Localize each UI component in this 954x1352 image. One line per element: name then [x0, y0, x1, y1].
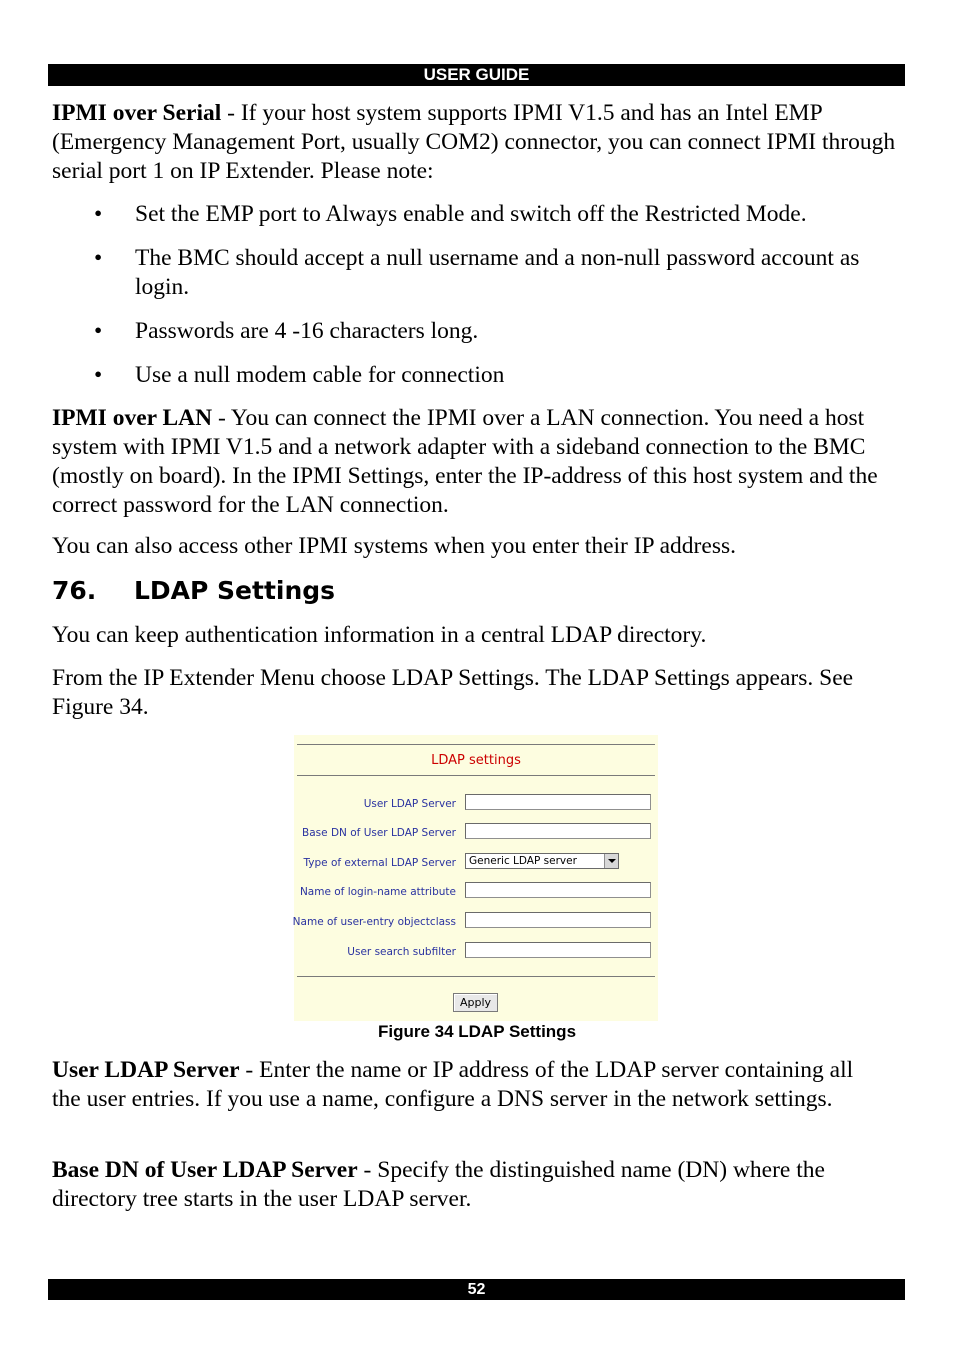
section-title: LDAP Settings	[134, 576, 336, 605]
ldap-intro-paragraph: You can keep authentication information in a central LDAP directory.	[52, 622, 707, 648]
figure-caption: Figure 34 LDAP Settings	[377, 1022, 577, 1041]
bullet-dot: •	[94, 201, 103, 227]
bullet-text: Passwords are 4 -16 characters long.	[135, 318, 479, 344]
base-dn-label: Base DN of User LDAP Server	[302, 827, 456, 839]
panel-title: LDAP settings	[431, 753, 521, 768]
ipmi-serial-text: - If your host system supports IPMI V1.5 and has an Intel EMP (Emergency Management Port, usually COM2) connector, you can connect IPMI through serial port 1 on IP Extender. Please note:	[52, 100, 896, 184]
login-name-attribute-row	[294, 882, 658, 902]
base-dn-row	[294, 823, 658, 843]
login-name-attribute-input[interactable]	[465, 882, 651, 898]
user-ldap-server-paragraph	[52, 1056, 887, 1114]
bullet-text: The BMC should accept a null username and a non-null password account as login.	[135, 245, 860, 300]
user-ldap-server-label: User LDAP Server	[363, 798, 456, 810]
panel-bottom-rule	[297, 976, 655, 977]
list-item	[52, 200, 902, 229]
panel-top-rule	[297, 744, 655, 745]
ipmi-lan-term: IPMI over LAN	[52, 405, 213, 431]
user-entry-objectclass-label: Name of user-entry objectclass	[292, 916, 456, 928]
ldap-type-select[interactable]	[465, 853, 619, 869]
section-number: 76.	[52, 576, 97, 605]
ipmi-serial-term: IPMI over Serial	[52, 100, 222, 126]
user-ldap-server-text: - Enter the name or IP address of the LDAP server containing all the user entries. If you use a name, configure a DNS server in the network settings.	[52, 1057, 854, 1112]
bullet-dot: •	[94, 362, 103, 388]
ipmi-serial-paragraph	[52, 99, 902, 186]
ipmi-lan-paragraph	[52, 404, 892, 520]
user-entry-objectclass-row	[294, 912, 658, 932]
base-dn-paragraph	[52, 1156, 887, 1214]
other-ipmi-paragraph: You can also access other IPMI systems when you enter their IP address.	[52, 533, 736, 559]
user-entry-objectclass-input[interactable]	[465, 912, 651, 928]
list-item	[52, 317, 902, 346]
bullet-dot: •	[94, 318, 103, 344]
bullet-text: Use a null modem cable for connection	[135, 362, 505, 388]
section-heading	[52, 574, 335, 608]
apply-button[interactable]: Apply	[453, 993, 498, 1012]
ldap-type-row	[294, 853, 658, 873]
panel-title-rule	[297, 775, 655, 776]
ldap-settings-panel	[294, 735, 658, 1021]
bullet-dot: •	[94, 245, 103, 271]
ldap-type-selected-value: Generic LDAP server	[469, 855, 577, 867]
user-search-subfilter-input[interactable]	[465, 942, 651, 958]
user-ldap-server-row	[294, 794, 658, 814]
list-item	[52, 244, 902, 302]
ldap-type-label: Type of external LDAP Server	[303, 857, 456, 869]
base-dn-term: Base DN of User LDAP Server	[52, 1157, 358, 1183]
chevron-down-icon[interactable]	[604, 854, 618, 868]
base-dn-input[interactable]	[465, 823, 651, 839]
login-name-attribute-label: Name of login-name attribute	[299, 886, 456, 898]
footer-bar	[48, 1279, 905, 1300]
header-title: USER GUIDE	[423, 65, 530, 84]
user-search-subfilter-label: User search subfilter	[347, 946, 456, 958]
user-ldap-server-input[interactable]	[465, 794, 651, 810]
header-bar	[48, 64, 905, 86]
list-item	[52, 361, 902, 390]
base-dn-text: - Specify the distinguished name (DN) where the directory tree starts in the user LDAP server.	[52, 1157, 825, 1212]
page-number: 52	[467, 1281, 486, 1298]
ipmi-lan-text: - You can connect the IPMI over a LAN connection. You need a host system with IPMI V1.5 and a network adapter with a sideband connection to the BMC (mostly on board). In the IPMI Settings, enter the IP-address of this host system and the correct password for the LAN connection.	[52, 405, 878, 518]
user-ldap-server-term: User LDAP Server	[52, 1057, 240, 1083]
ldap-menu-paragraph: From the IP Extender Menu choose LDAP Settings. The LDAP Settings appears. See Figure 34.	[52, 665, 854, 720]
bullet-text: Set the EMP port to Always enable and switch off the Restricted Mode.	[135, 201, 807, 227]
user-search-subfilter-row	[294, 942, 658, 962]
